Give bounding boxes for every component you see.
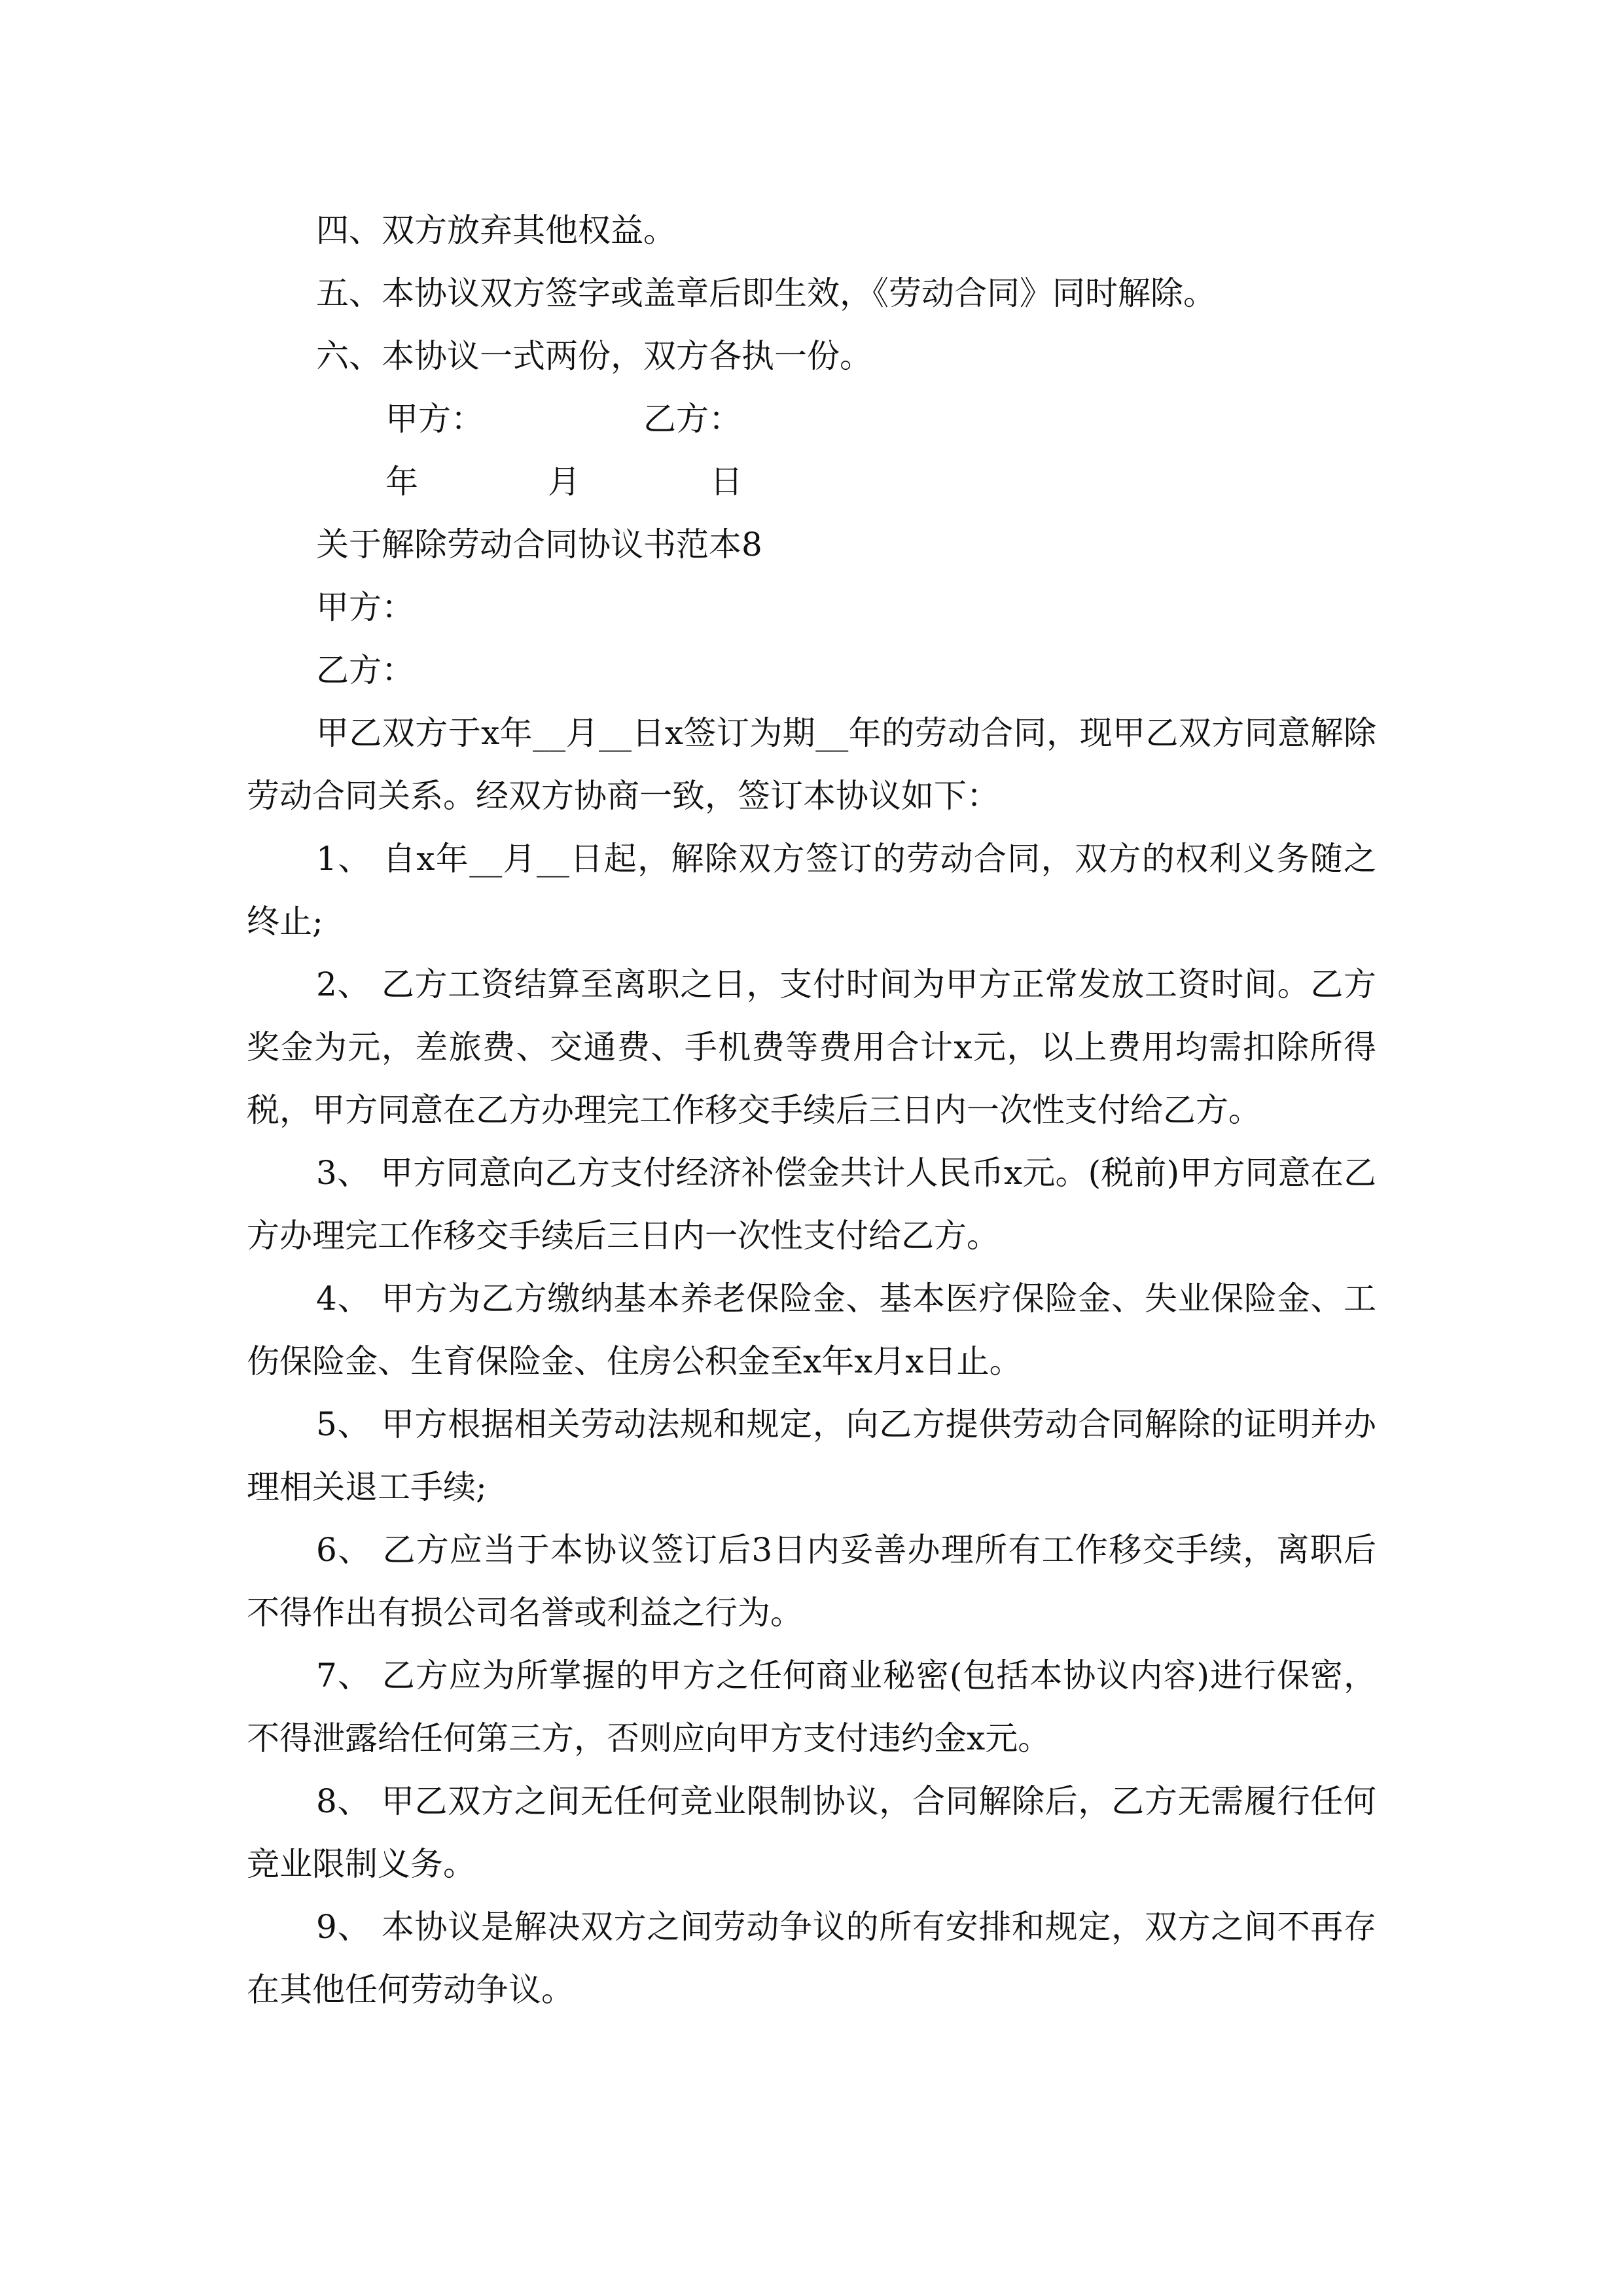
clause-number: 5、 — [316, 1405, 371, 1443]
section-title: 关于解除劳动合同协议书范本8 — [316, 526, 762, 564]
clause-6 — [247, 1518, 1376, 1644]
signature-party-b: 乙方： — [643, 400, 741, 438]
clause-text: 甲乙双方之间无任何竞业限制协议，合同解除后，乙方无需履行任何竞业限制义务。 — [247, 1782, 1377, 1883]
signature-party-a: 甲方： — [385, 400, 484, 438]
clause-text: 乙方应当于本协议签订后3日内妥善办理所有工作移交手续，离职后不得作出有损公司名誉或利益之行为。 — [247, 1531, 1377, 1632]
date-day: 日 — [710, 463, 743, 501]
party-b-label: 乙方： — [316, 651, 414, 689]
clause-text: 本协议是解决双方之间劳动争议的所有安排和规定，双方之间不再存在其他任何劳动争议。 — [247, 1908, 1377, 2009]
clause-text: 乙方应为所掌握的甲方之任何商业秘密(包括本协议内容)进行保密，不得泄露给任何第三方，否则应向甲方支付违约金x元。 — [247, 1657, 1376, 1757]
clause-text: 甲方根据相关劳动法规和规定，向乙方提供劳动合同解除的证明并办理相关退工手续; — [247, 1405, 1377, 1506]
clause-7 — [247, 1644, 1376, 1770]
clause-number: 2、 — [316, 965, 371, 1003]
document-body — [247, 199, 1376, 2021]
date-year: 年 — [385, 463, 418, 501]
clause-2 — [247, 953, 1376, 1141]
clause-number: 8、 — [316, 1782, 371, 1820]
clause-number: 1、 — [316, 840, 372, 878]
date-line — [247, 450, 1376, 513]
clause-3 — [247, 1141, 1376, 1267]
clause-four: 四、双方放弃其他权益。 — [316, 211, 676, 249]
clause-text: 甲方同意向乙方支付经济补偿金共计人民币x元。(税前)甲方同意在乙方办理完工作移交手续后三日内一次性支付给乙方。 — [247, 1154, 1376, 1255]
clause-text: 自x年__月__日起，解除双方签订的劳动合同，双方的权利义务随之终止; — [247, 840, 1377, 941]
clause-8 — [247, 1770, 1376, 1895]
clause-five: 五、本协议双方签字或盖章后即生效，《劳动合同》同时解除。 — [316, 274, 1216, 312]
clause-4 — [247, 1267, 1376, 1393]
clause-5 — [247, 1393, 1376, 1518]
clause-text: 乙方工资结算至离职之日，支付时间为甲方正常发放工资时间。乙方奖金为元，差旅费、交通费、手机费等费用合计x元，以上费用均需扣除所得税，甲方同意在乙方办理完工作移交手续后三日内一次性支付给乙方。 — [247, 965, 1377, 1129]
clause-text: 甲方为乙方缴纳基本养老保险金、基本医疗保险金、失业保险金、工伤保险金、生育保险金、住房公积金至x年x月x日止。 — [247, 1280, 1377, 1380]
signature-line — [247, 387, 1376, 450]
clause-number: 6、 — [316, 1531, 372, 1569]
clause-six: 六、本协议一式两份，双方各执一份。 — [316, 337, 872, 375]
party-a-label: 甲方： — [316, 588, 414, 626]
clause-number: 7、 — [316, 1657, 371, 1695]
intro-paragraph: 甲乙双方于x年__月__日x签订为期__年的劳动合同，现甲乙双方同意解除劳动合同关系。经双方协商一致，签订本协议如下： — [247, 714, 1376, 815]
date-month: 月 — [548, 463, 580, 501]
clause-number: 4、 — [316, 1280, 371, 1318]
clause-1 — [247, 827, 1376, 953]
clause-number: 9、 — [316, 1908, 371, 1946]
clause-9 — [247, 1895, 1376, 2021]
clause-number: 3、 — [316, 1154, 370, 1192]
